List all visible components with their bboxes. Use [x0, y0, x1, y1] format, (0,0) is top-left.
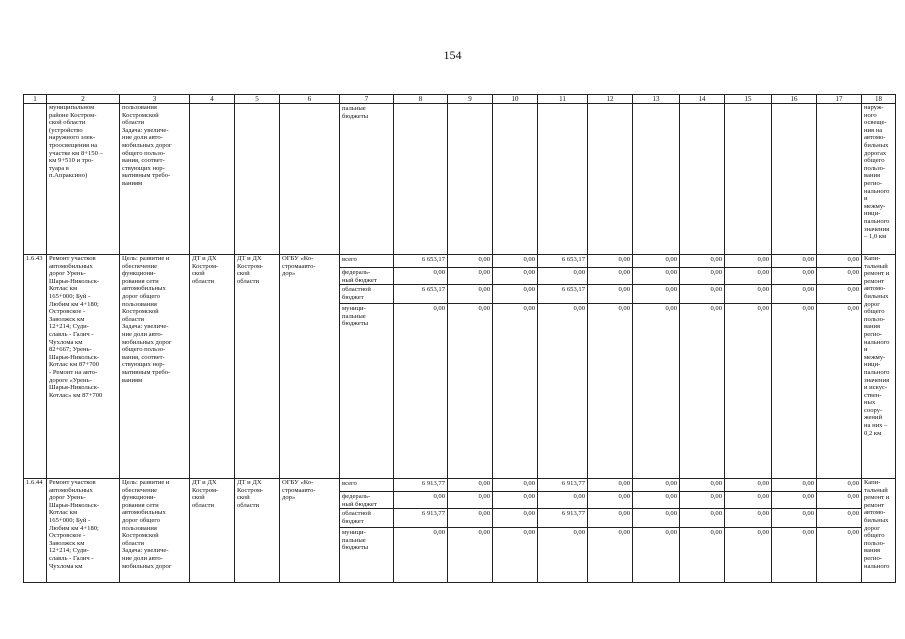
amount-cell: 0,00 — [665, 529, 677, 536]
amount-cell: 0,00 — [448, 509, 492, 528]
amount-cell: 0,00 — [680, 255, 724, 268]
column-number-2: 2 — [47, 95, 120, 104]
program-table — [23, 94, 896, 583]
column-number-13: 13 — [633, 95, 680, 104]
program-row — [24, 479, 896, 583]
amount-cell: 0,00 — [588, 268, 632, 285]
row-amount-col-17 — [817, 479, 862, 583]
amount-cell: 0,00 — [817, 268, 861, 285]
row-amount-col-12 — [588, 104, 633, 255]
amount-cell: 0,00 — [448, 285, 492, 304]
amount-cell: 0,00 — [680, 479, 724, 492]
amount-cell: 0,00 — [633, 492, 679, 509]
amount-cell: 0,00 — [493, 492, 537, 509]
row-name: муниципальном районе Костром- ской области (устройство наружного элек- троосвещения на участке км 8+150 – км 9+510 и тро- туара в п.Апраксино) — [47, 104, 120, 255]
amount-cell: 0,00 — [448, 255, 492, 268]
amount-cell: 0,00 — [538, 492, 587, 509]
amount-cell: 0,00 — [772, 268, 816, 285]
amount-cell: 0,00 — [633, 509, 679, 528]
funding-source: федераль- ный бюджет — [340, 492, 393, 509]
row-goal: пользования Костромской области Задача: увеличе- ние доли авто- мобильных дорог общего пользо- вания, соответ- ствующих нор- мативным требо- ваниям — [120, 104, 190, 255]
column-number-1: 1 — [24, 95, 47, 104]
amount-cell: 0,00 — [725, 479, 771, 492]
row-amount-col-11 — [538, 479, 588, 583]
funding-source: всего — [340, 255, 393, 268]
funding-source: муници- пальные бюджеты — [342, 305, 369, 328]
row-amount-col-10 — [493, 255, 538, 479]
amount-cell: 0,00 — [618, 529, 630, 536]
row-amount-col-12 — [588, 479, 633, 583]
row-amount-col-14 — [680, 255, 725, 479]
column-number-16: 16 — [772, 95, 817, 104]
funding-source: пальные бюджеты — [342, 105, 369, 120]
column-number-4: 4 — [190, 95, 235, 104]
row-amount-col-15 — [725, 479, 772, 583]
amount-cell: 0,00 — [538, 268, 587, 285]
amount-cell: 6 653,17 — [538, 255, 587, 268]
amount-cell: 0,00 — [725, 509, 771, 528]
amount-cell: 0,00 — [493, 255, 537, 268]
amount-cell: 0,00 — [802, 305, 814, 312]
column-number-12: 12 — [588, 95, 633, 104]
row-funding-sources — [340, 104, 394, 255]
amount-cell: 0,00 — [757, 305, 769, 312]
amount-cell: 0,00 — [633, 479, 679, 492]
amount-cell: 0,00 — [448, 268, 492, 285]
column-number-11: 11 — [538, 95, 588, 104]
amount-cell: 0,00 — [588, 479, 632, 492]
row-amount-col-10 — [493, 104, 538, 255]
amount-cell: 0,00 — [725, 255, 771, 268]
amount-cell: 0,00 — [448, 479, 492, 492]
row-amount-col-14 — [680, 104, 725, 255]
column-number-17: 17 — [817, 95, 862, 104]
funding-source: областной бюджет — [340, 285, 393, 304]
amount-cell: 0,00 — [725, 268, 771, 285]
row-responsible: ДТ и ДХ Костром- ской области — [190, 255, 235, 479]
column-number-5: 5 — [235, 95, 280, 104]
row-amount-col-17 — [817, 255, 862, 479]
row-amount-col-10 — [493, 479, 538, 583]
row-goal: Цель: развитие и обеспечение функциони- рования сети автомобильных дорог общего пользования Костромской области Задача: увеличе- ние доли авто- мобильных дорог — [120, 479, 190, 583]
program-row — [24, 104, 896, 255]
amount-cell: 0,00 — [523, 529, 535, 536]
funding-source: областной бюджет — [340, 509, 393, 528]
row-customer: ДТ и ДХ Костром- ской области — [235, 255, 280, 479]
row-amount-col-9 — [448, 479, 493, 583]
amount-cell: 0,00 — [680, 509, 724, 528]
amount-cell: 0,00 — [665, 305, 677, 312]
row-funding-sources — [340, 479, 394, 583]
amount-cell: 6 913,77 — [394, 509, 447, 528]
column-number-9: 9 — [448, 95, 493, 104]
amount-cell: 0,00 — [493, 268, 537, 285]
amount-cell: 0,00 — [680, 492, 724, 509]
row-amount-col-8 — [394, 255, 448, 479]
amount-cell: 0,00 — [433, 305, 445, 312]
row-amount-col-11 — [538, 255, 588, 479]
row-amount-col-15 — [725, 255, 772, 479]
amount-cell: 0,00 — [588, 492, 632, 509]
amount-cell: 0,00 — [817, 255, 861, 268]
row-id: 1.6.44 — [24, 479, 47, 583]
row-responsible: ДТ и ДХ Костром- ской области — [190, 479, 235, 583]
amount-cell: 0,00 — [725, 492, 771, 509]
row-goal: Цель: развитие и обеспечение функциони- рования сети автомобильных дорог общего пользования Костромской области Задача: увеличе- ние доли авто- мобильных дорог общего пользо- вания, соответ- ствующих нор- мативным требо- ваниям — [120, 255, 190, 479]
amount-cell: 6 913,77 — [538, 509, 587, 528]
row-amount-col-16 — [772, 255, 817, 479]
row-amount-col-8 — [394, 479, 448, 583]
amount-cell: 6 653,17 — [538, 285, 587, 304]
amount-cell: 0,00 — [448, 492, 492, 509]
row-customer — [235, 104, 280, 255]
page-number: 154 — [443, 48, 462, 62]
amount-cell: 0,00 — [817, 285, 861, 304]
amount-cell: 6 913,77 — [538, 479, 587, 492]
amount-cell: 0,00 — [757, 529, 769, 536]
row-amount-col-9 — [448, 104, 493, 255]
amount-cell: 0,00 — [493, 479, 537, 492]
amount-cell: 0,00 — [588, 509, 632, 528]
column-number-6: 6 — [280, 95, 340, 104]
amount-cell: 0,00 — [710, 529, 722, 536]
amount-cell: 0,00 — [633, 255, 679, 268]
amount-cell: 0,00 — [802, 529, 814, 536]
amount-cell: 0,00 — [618, 305, 630, 312]
amount-cell: 0,00 — [772, 255, 816, 268]
row-amount-col-14 — [680, 479, 725, 583]
amount-cell: 0,00 — [573, 529, 585, 536]
amount-cell: 0,00 — [633, 268, 679, 285]
row-result: Капи- тальный ремонт и ремонт автомо- бильных дорог общего пользо- вания регио- нального — [862, 479, 896, 583]
amount-cell: 0,00 — [680, 268, 724, 285]
amount-cell: 0,00 — [817, 479, 861, 492]
amount-cell: 6 913,77 — [394, 479, 447, 492]
amount-cell: 0,00 — [433, 529, 445, 536]
row-result: Капи- тальный ремонт и ремонт автомо- бильных дорог общего пользо- вания регио- нального и межму- ници- пального значения и искус- ствен- ных соору- жений на них – 0,2 км — [862, 255, 896, 479]
column-number-7: 7 — [340, 95, 394, 104]
funding-source: всего — [340, 479, 393, 492]
row-executor: ОГБУ «Ко- стромаавто- дор» — [280, 255, 340, 479]
column-number-10: 10 — [493, 95, 538, 104]
amount-cell: 0,00 — [847, 305, 859, 312]
row-amount-col-15 — [725, 104, 772, 255]
row-funding-sources — [340, 255, 394, 479]
row-amount-col-13 — [633, 104, 680, 255]
amount-cell: 6 653,17 — [394, 285, 447, 304]
amount-cell: 0,00 — [523, 305, 535, 312]
row-result: наруж- ного освеще- ния на автомо- бильных дорогах общего пользо- вания регио- нального и межму- ници- пального значения – 1,0 км — [862, 104, 896, 255]
row-amount-col-16 — [772, 479, 817, 583]
amount-cell: 0,00 — [588, 285, 632, 304]
amount-cell: 0,00 — [394, 492, 447, 509]
program-row — [24, 255, 896, 479]
amount-cell: 0,00 — [817, 492, 861, 509]
amount-cell: 0,00 — [725, 285, 771, 304]
row-id: 1.6.43 — [24, 255, 47, 479]
row-responsible — [190, 104, 235, 255]
amount-cell: 0,00 — [394, 268, 447, 285]
column-number-14: 14 — [680, 95, 725, 104]
amount-cell: 0,00 — [772, 492, 816, 509]
row-amount-col-11 — [538, 104, 588, 255]
row-amount-col-9 — [448, 255, 493, 479]
amount-cell: 0,00 — [493, 509, 537, 528]
row-amount-col-8 — [394, 104, 448, 255]
column-number-3: 3 — [120, 95, 190, 104]
column-number-row — [24, 95, 896, 104]
column-number-15: 15 — [725, 95, 772, 104]
amount-cell: 0,00 — [772, 285, 816, 304]
amount-cell: 0,00 — [573, 305, 585, 312]
row-id — [24, 104, 47, 255]
amount-cell: 0,00 — [478, 305, 490, 312]
amount-cell: 0,00 — [633, 285, 679, 304]
row-customer: ДТ и ДХ Костром- ской области — [235, 479, 280, 583]
amount-cell: 0,00 — [772, 479, 816, 492]
amount-cell: 0,00 — [680, 285, 724, 304]
row-amount-col-13 — [633, 255, 680, 479]
row-amount-col-16 — [772, 104, 817, 255]
row-name: Ремонт участков автомобильных дорог Урень- Шарья-Никольск- Котлас км 165+000; Буй - Любим км 4+180; Островское - Заволжск км 12+214; Суди- славль - Галич - Чухлома км — [47, 479, 120, 583]
amount-cell: 0,00 — [493, 285, 537, 304]
amount-cell: 0,00 — [847, 529, 859, 536]
amount-cell: 0,00 — [478, 529, 490, 536]
row-amount-col-13 — [633, 479, 680, 583]
amount-cell: 0,00 — [710, 305, 722, 312]
funding-source: федераль- ный бюджет — [340, 268, 393, 285]
row-amount-col-17 — [817, 104, 862, 255]
row-name: Ремонт участков автомобильных дорог Урень- Шарья-Никольск- Котлас км 165+000; Буй - Любим км 4+180; Островское - Заволжск км 12+214; Суди- славль - Галич - Чухлома км 82+667; Урень- Шарья-Никольск- Котлас км 87+700 - Ремонт на авто- дороге «Урень- Шарья-Никольск- Котлас» км 87+700 — [47, 255, 120, 479]
row-executor: ОГБУ «Ко- стромаавто- дор» — [280, 479, 340, 583]
row-executor — [280, 104, 340, 255]
amount-cell: 0,00 — [817, 509, 861, 528]
amount-cell: 6 653,17 — [394, 255, 447, 268]
row-amount-col-12 — [588, 255, 633, 479]
column-number-8: 8 — [394, 95, 448, 104]
funding-source: муници- пальные бюджеты — [342, 529, 369, 552]
column-number-18: 18 — [862, 95, 896, 104]
amount-cell: 0,00 — [588, 255, 632, 268]
amount-cell: 0,00 — [772, 509, 816, 528]
